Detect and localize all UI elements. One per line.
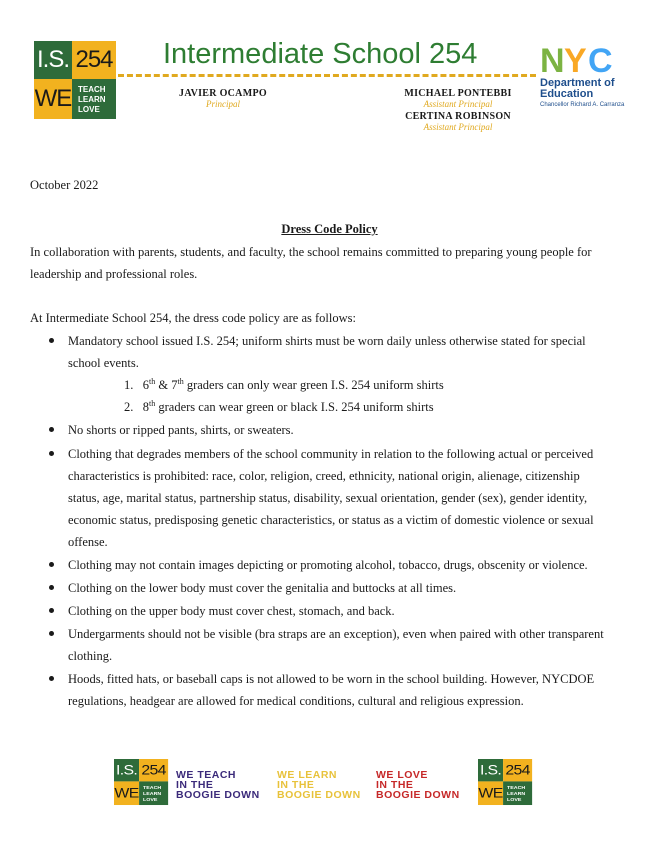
logo-we: WE — [34, 79, 72, 119]
sub-item-8-graders: 2. 8th graders can wear green or black I.S. 254 uniform shirts — [124, 398, 434, 414]
staff-name: CERTINA ROBINSON — [405, 111, 511, 122]
bullet-dot — [49, 608, 54, 613]
bullet-dot — [49, 338, 54, 343]
logo-motto: TEACH LEARN LOVE — [139, 781, 168, 805]
slogan-we-teach: WE TEACH IN THE BOOGIE DOWN — [176, 769, 260, 801]
sub-item-6-7-graders: 1. 6th & 7th graders can only wear green I.S. 254 uniform shirts — [124, 376, 444, 392]
bullet-images: Clothing may not contain images depicting or promoting alcohol, tobacco, drugs, obscenity or violence. — [68, 558, 588, 572]
policy-intro: At Intermediate School 254, the dress code policy are as follows: — [30, 311, 356, 325]
bullet-uniform: Mandatory school issued I.S. 254; uniform shirts must be worn daily unless otherwise stated for special school events. — [68, 334, 586, 370]
staff-name: JAVIER OCAMPO — [179, 88, 267, 99]
intro-paragraph: In collaboration with parents, students, and faculty, the school remains committed to preparing young people for leadership and professional roles. — [30, 245, 592, 281]
bullet-dot — [49, 585, 54, 590]
footer-logo-right — [478, 759, 532, 805]
logo-is: I.S. — [114, 759, 139, 781]
staff-role: Assistant Principal — [423, 99, 493, 109]
logo-is: I.S. — [34, 41, 72, 79]
staff-assistant-principal-1 — [400, 88, 516, 109]
logo-we: WE — [478, 781, 503, 805]
staff-role: Assistant Principal — [423, 122, 493, 132]
staff-principal — [178, 88, 268, 109]
bullet-undergarments: Undergarments should not be visible (bra straps are an exception), even when paired with other transparent clothing. — [68, 627, 604, 663]
logo-number: 254 — [503, 759, 532, 781]
bullet-dot — [49, 451, 54, 456]
nyc-letter-y: Y — [564, 42, 585, 80]
logo-we: WE — [114, 781, 139, 805]
bullet-dot — [49, 631, 54, 636]
bullet-upper-body: Clothing on the upper body must cover chest, stomach, and back. — [68, 604, 395, 618]
bullet-shorts: No shorts or ripped pants, shirts, or sweaters. — [68, 423, 294, 437]
letter-date: October 2022 — [30, 178, 99, 192]
footer-logo-left — [114, 759, 168, 805]
logo-is: I.S. — [478, 759, 503, 781]
nyc-chancellor: Chancellor Richard A. Carranza — [540, 102, 625, 108]
bullet-dot — [49, 562, 54, 567]
nyc-letter-n: N — [540, 42, 563, 80]
bullet-lower-body: Clothing on the lower body must cover the genitalia and buttocks at all times. — [68, 581, 457, 595]
logo-number: 254 — [72, 41, 116, 79]
logo-number: 254 — [139, 759, 168, 781]
logo-motto: TEACH LEARN LOVE — [503, 781, 532, 805]
header-divider — [118, 74, 536, 77]
bullet-headwear: Hoods, fitted hats, or baseball caps is not allowed to be worn in the school building. However, NYCDOE regulations, headgear are allowed for medical conditions, cultural and religious expression. — [68, 672, 595, 708]
policy-title: Dress Code Policy — [281, 222, 378, 236]
slogan-we-love: WE LOVE IN THE BOOGIE DOWN — [376, 769, 460, 801]
staff-name: MICHAEL PONTEBBI — [404, 88, 512, 99]
slogan-we-learn: WE LEARN IN THE BOOGIE DOWN — [277, 769, 361, 801]
nyc-department: Department of Education — [540, 77, 615, 100]
staff-assistant-principal-2 — [400, 111, 516, 132]
logo-motto: TEACH LEARN LOVE — [72, 79, 116, 119]
bullet-degrading-clothing: Clothing that degrades members of the school community in relation to the following actual or perceived characteristics is prohibited: race, color, religion, creed, ethnicity, national origin, alienage, citizenship status, age, marital status, partnership status, disability, sexual orientation, gender (sex), gender identity, economic status, predisposing genetic characteristics, or status as a victim of domestic violence or sexual offense. — [68, 447, 594, 549]
school-name: Intermediate School 254 — [163, 38, 478, 70]
bullet-dot — [49, 427, 54, 432]
school-logo — [34, 41, 116, 119]
bullet-dot — [49, 676, 54, 681]
staff-role: Principal — [206, 99, 240, 109]
nyc-letter-c: C — [588, 42, 611, 80]
